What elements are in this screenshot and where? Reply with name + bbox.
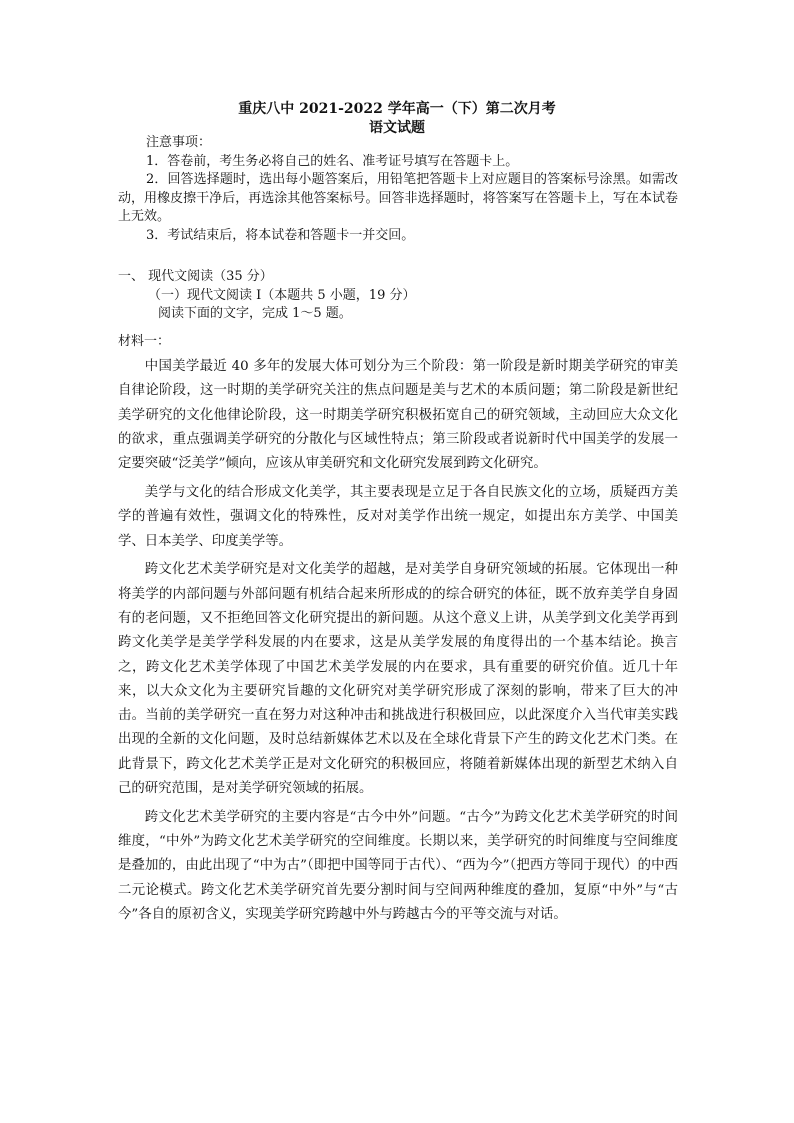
notice-block [118,134,678,245]
section-instruction: 阅读下面的文字，完成 1～5 题。 [158,306,352,321]
exam-title: 重庆八中 2021-2022 学年高一（下）第二次月考 [238,101,556,117]
notice-item-3: 3．考试结束后，将本试卷和答题卡一并交回。 [146,227,415,243]
material-label: 材料一： [118,334,171,349]
material-body [118,355,678,932]
exam-subtitle: 语文试题 [369,120,425,136]
notice-heading: 注意事项： [146,135,212,150]
material-paragraph-2: 美学与文化的结合形成文化美学，其主要表现是立足于各自民族文化的立场，质疑西方美学的普遍有效性，强调文化的特殊性，反对对美学作出统一规定，如提出东方美学、中国美学、日本美学、印度美学等。 [118,484,678,549]
notice-item-1: 1．答卷前，考生务必将自己的姓名、准考证号填写在答题卡上。 [146,153,519,169]
section-subheading: （一）现代文阅读 I（本题共 5 小题，19 分） [148,288,416,303]
section-heading: 一、 现代文阅读（35 分） [118,269,273,284]
notice-item-2: 2．回答选择题时，选出每小题答案后，用铅笔把答题卡上对应题目的答案标号涂黑。如需改动，用橡皮擦干净后，再选涂其他答案标号。回答非选择题时，将答案写在答题卡上，写在本试卷上无效。 [118,172,678,224]
material-paragraph-1: 中国美学最近 40 多年的发展大体可划分为三个阶段：第一阶段是新时期美学研究的审美自律论阶段，这一时期的美学研究关注的焦点问题是美与艺术的本质问题；第二阶段是新世纪美学研究的文化他律论阶段，这一时期美学研究积极拓宽自己的研究领域，主动回应大众文化的欲求，重点强调美学研究的分散化与区域性特点；第三阶段或者说新时代中国美学的发展一定要突破“泛美学”倾向，应该从审美研究和文化研究发展到跨文化研究。 [118,359,678,472]
material-paragraph-3: 跨文化艺术美学研究是对文化美学的超越，是对美学自身研究领域的拓展。它体现出一种将美学的内部问题与外部问题有机结合起来所形成的的综合研究的体征，既不放弃美学自身固有的老问题，又不拒绝回答文化研究提出的新问题。从这个意义上讲，从美学到文化美学再到跨文化美学是美学学科发展的内在要求，这是从美学发展的角度得出的一个基本结论。换言之，跨文化艺术美学体现了中国艺术美学发展的内在要求，具有重要的研究价值。近几十年来，以大众文化为主要研究旨趣的文化研究对美学研究形成了深刻的影响，带来了巨大的冲击。当前的美学研究一直在努力对这种冲击和挑战进行积极回应，以此深度介入当代审美实践出现的全新的文化问题，及时总结新媒体艺术以及在全球化背景下产生的跨文化艺术门类。在此背景下，跨文化艺术美学正是对文化研究的积极回应，将随着新媒体出现的新型艺术纳入自己的研究范围，是对美学研究领域的拓展。 [118,562,678,797]
material-paragraph-4: 跨文化艺术美学研究的主要内容是“古今中外”问题。“古今”为跨文化艺术美学研究的时间维度，“中外”为跨文化艺术美学研究的空间维度。长期以来，美学研究的时间维度与空间维度是叠加的，由此出现了“中为古”（即把中国等同于古代）、“西为今”（把西方等同于现代）的中西二元论模式。跨文化艺术美学研究首先要分割时间与空间两种维度的叠加，复原“中外”与“古今”各自的原初含义，实现美学研究跨越中外与跨越古今的平等交流与对话。 [118,809,678,923]
